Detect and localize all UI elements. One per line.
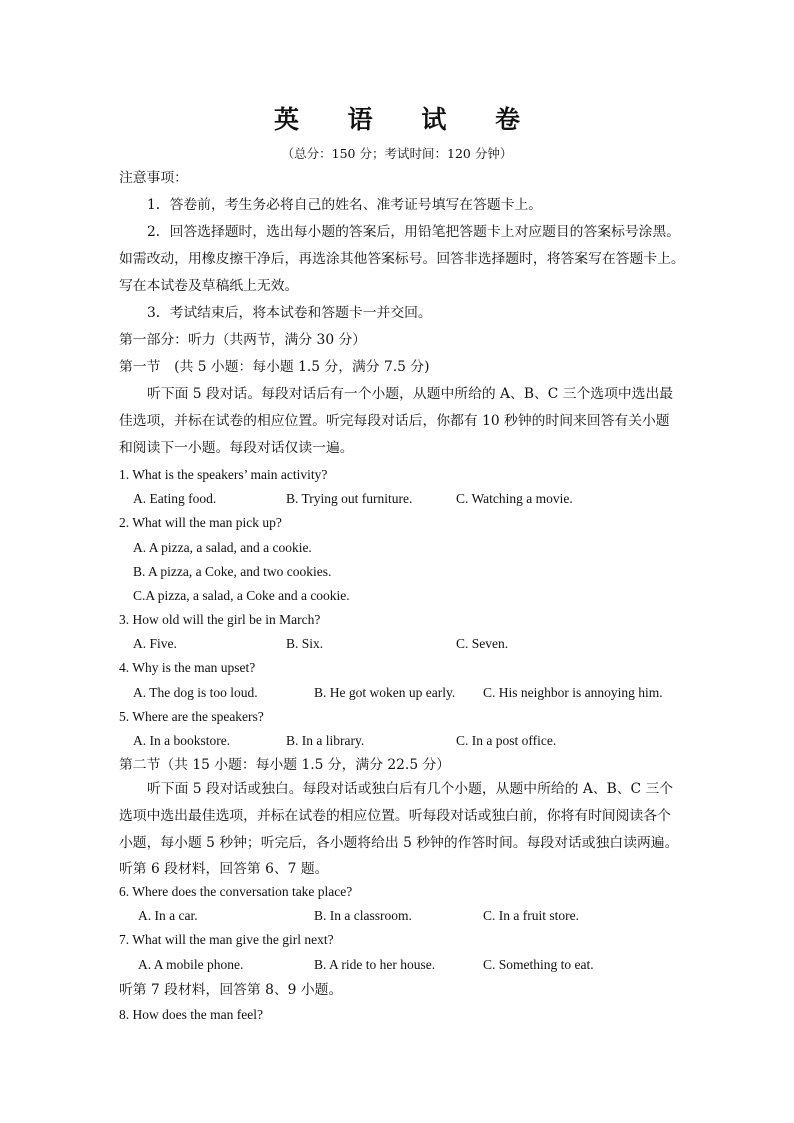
material-heading: 听第 7 段材料，回答第 8、9 小题。 [119, 982, 343, 998]
note-line: 如需改动，用橡皮擦干净后，再选涂其他答案标号。回答非选择题时，将答案写在答题卡上。 [119, 251, 685, 267]
note-line: 写在本试卷及草稿纸上无效。 [119, 278, 299, 294]
option-b: B. In a library. [286, 733, 365, 748]
option-b: B. He got woken up early. [314, 685, 456, 700]
option-a: A. Eating food. [133, 491, 217, 506]
material-heading: 听第 6 段材料，回答第 6、7 题。 [119, 861, 329, 877]
option-a: A. In a car. [138, 908, 198, 923]
part1-heading: 第一部分：听力（共两节，满分 30 分） [119, 332, 367, 348]
question-stem: 3. How old will the girl be in March? [119, 612, 321, 627]
notes-heading: 注意事项： [119, 170, 188, 186]
section2-instructions: 选项中选出最佳选项，并标在试卷的相应位置。听每段对话或独白前，你将有时间阅读各个 [119, 808, 671, 824]
option-a: A. A pizza, a salad, and a cookie. [133, 540, 312, 555]
option-c: C. In a post office. [456, 733, 557, 748]
option-b: B. A ride to her house. [314, 957, 436, 972]
option-c: C. Watching a movie. [456, 491, 573, 506]
option-c: C. Something to eat. [483, 957, 594, 972]
question-stem: 5. Where are the speakers? [119, 709, 264, 724]
option-c: C. His neighbor is annoying him. [483, 685, 663, 700]
option-b: B. Six. [286, 636, 324, 651]
question-stem: 2. What will the man pick up? [119, 515, 282, 530]
option-b: B. Trying out furniture. [286, 491, 413, 506]
section1-instructions: 听下面 5 段对话。每段对话后有一个小题，从题中所给的 A、B、C 三个选项中选出最 [147, 386, 674, 402]
option-a: A. Five. [133, 636, 177, 651]
section2-heading: 第二节（共 15 小题：每小题 1.5 分，满分 22.5 分） [119, 757, 451, 773]
page-title: 英 语 试 卷 [273, 105, 541, 134]
question-stem: 4. Why is the man upset? [119, 660, 256, 675]
note-line: 3．考试结束后，将本试卷和答题卡一并交回。 [147, 305, 432, 321]
option-c: C.A pizza, a salad, a Coke and a cookie. [133, 588, 350, 603]
question-stem: 6. Where does the conversation take place? [119, 884, 353, 899]
note-line: 2．回答选择题时，选出每小题的答案后，用铅笔把答题卡上对应题目的答案标号涂黑。 [147, 224, 681, 240]
question-stem: 8. How does the man feel? [119, 1007, 263, 1022]
option-a: A. The dog is too loud. [133, 685, 258, 700]
question-stem: 7. What will the man give the girl next? [119, 932, 334, 947]
option-c: C. In a fruit store. [483, 908, 579, 923]
section1-heading: 第一节 (共 5 小题：每小题 1.5 分，满分 7.5 分) [119, 359, 430, 375]
section2-instructions: 听下面 5 段对话或独白。每段对话或独白后有几个小题，从题中所给的 A、B、C 三个 [147, 781, 674, 797]
section2-instructions: 小题，每小题 5 秒钟；听完后，各小题将给出 5 秒钟的作答时间。每段对话或独白读两遍。 [119, 835, 679, 851]
exam-info: （总分：150 分；考试时间：120 分钟） [281, 146, 513, 161]
option-c: C. Seven. [456, 636, 509, 651]
option-b: B. A pizza, a Coke, and two cookies. [133, 564, 332, 579]
option-a: A. A mobile phone. [138, 957, 244, 972]
option-b: B. In a classroom. [314, 908, 412, 923]
section1-instructions: 和阅读下一小题。每段对话仅读一遍。 [119, 440, 354, 456]
option-a: A. In a bookstore. [133, 733, 231, 748]
question-stem: 1. What is the speakers’ main activity? [119, 467, 328, 482]
section1-instructions: 佳选项，并标在试卷的相应位置。听完每段对话后，你都有 10 秒钟的时间来回答有关小题 [119, 413, 670, 429]
note-line: 1．答卷前，考生务必将自己的姓名、准考证号填写在答题卡上。 [147, 197, 543, 213]
